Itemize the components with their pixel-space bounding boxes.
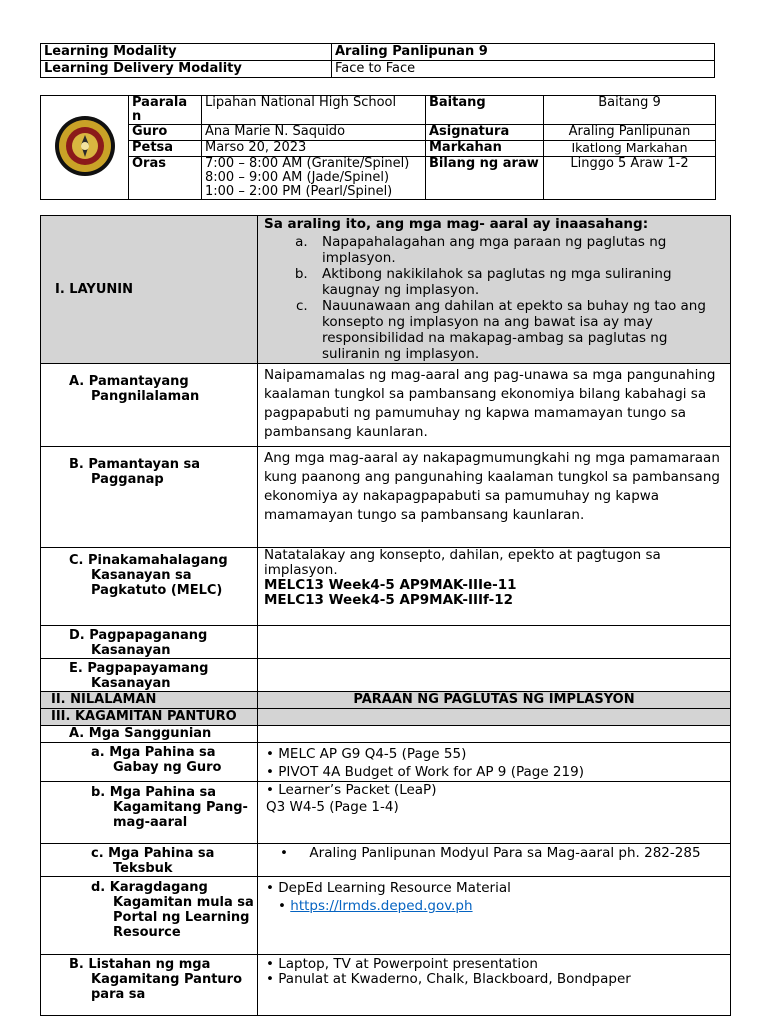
school-label: Paarala n xyxy=(129,96,202,125)
objectives-intro: Sa araling ito, ang mga mag- aaral ay inaasahang: xyxy=(264,216,649,232)
modality-value: Araling Panlipunan 9 xyxy=(332,44,715,61)
list-item: • MELC AP G9 Q4-5 (Page 55) xyxy=(266,746,467,762)
melc-cell xyxy=(258,548,731,626)
days-label: Bilang ng araw xyxy=(426,157,544,200)
learner-materials-label: b. Mga Pahina sa Kagamitang Pang- mag-aaral xyxy=(41,782,258,844)
melc-code: MELC13 Week4-5 AP9MAK-IIIe-11 xyxy=(264,577,517,593)
schedule-item: 1:00 – 2:00 PM (Pearl/Spinel) xyxy=(205,184,393,199)
header-info-table xyxy=(40,95,716,200)
materials-list-cell xyxy=(258,955,731,1016)
materials-list-label: B. Listahan ng mga Kagamitang Panturo para sa xyxy=(41,955,258,1016)
portal-cell xyxy=(258,877,731,955)
modality-label: Learning Modality xyxy=(41,44,332,61)
list-item: • https://lrmds.deped.gov.ph xyxy=(278,898,473,914)
portal-list xyxy=(266,879,722,915)
objective-item: c. Nauunawaan ang dahilan at epekto sa buhay ng tao ang konsepto ng implasyon na ang bawat isa ay may responsibilidad na makapag-ambag sa paglutas ng suliranin ng implasyon. xyxy=(312,298,724,362)
learner-materials-cell xyxy=(258,782,731,844)
learner-materials-sub: Q3 W4-5 (Page 1-4) xyxy=(266,799,399,815)
objectives-list xyxy=(264,234,724,362)
objectives-cell xyxy=(258,216,731,364)
list-item: • Panulat at Kwaderno, Chalk, Blackboard, Bondpaper xyxy=(266,971,631,987)
objective-item: b. Aktibong nakikilahok sa paglutas ng mga suliraning kaugnay ng implasyon. xyxy=(312,266,724,298)
performance-standard-label: B. Pamantayan sa Pagganap xyxy=(41,447,258,548)
teacher-guide-list xyxy=(266,745,722,781)
content-title: PARAAN NG PAGLUTAS NG IMPLASYON xyxy=(258,692,731,709)
quarter-value: Ikatlong Markahan xyxy=(544,141,716,157)
portal-label: d. Karagdagang Kagamitan mula sa Portal ng Learning Resource xyxy=(41,877,258,955)
modality-table xyxy=(40,43,715,78)
lrmds-link[interactable]: https://lrmds.deped.gov.ph xyxy=(290,898,473,914)
delivery-modality-row xyxy=(41,61,715,78)
melc-text: Natatalakay ang konsepto, dahilan, epekto at pagtugon sa implasyon. xyxy=(264,547,661,578)
school-name: Lipahan National High School xyxy=(202,96,426,125)
modality-row xyxy=(41,44,715,61)
references-value xyxy=(258,726,731,743)
teacher-guide-label: a. Mga Pahina sa Gabay ng Guro xyxy=(41,743,258,782)
teacher-guide-cell xyxy=(258,743,731,782)
enabling-skills-value xyxy=(258,626,731,659)
objectives-label: I. LAYUNIN xyxy=(41,216,258,364)
enriching-skills-value xyxy=(258,659,731,692)
date-label: Petsa xyxy=(129,141,202,157)
textbook-label: c. Mga Pahina sa Teksbuk xyxy=(41,844,258,877)
objective-item: a. Napapahalagahan ang mga paraan ng paglutas ng implasyon. xyxy=(312,234,724,266)
textbook-cell xyxy=(258,844,731,877)
days-value: Linggo 5 Araw 1-2 xyxy=(544,157,716,200)
date-value: Marso 20, 2023 xyxy=(202,141,426,157)
list-item: • DepEd Learning Resource Material xyxy=(266,880,511,896)
list-item: • Araling Panlipunan Modyul Para sa Mag-aaral ph. 282-285 xyxy=(280,845,701,861)
content-standard-text: Naipamamalas ng mag-aaral ang pag-unawa sa mga pangunahing kaalaman tungkol sa pambansang ekonomiya bilang kabahagi sa pagpapabuti ng pamumuhay ng kapwa mamamayan tungo sa pambansang kaunlaran. xyxy=(258,364,731,447)
grade-label: Baitang xyxy=(426,96,544,125)
materials-label: III. KAGAMITAN PANTURO xyxy=(41,709,258,726)
teacher-label: Guro xyxy=(129,125,202,141)
materials-list xyxy=(266,957,722,987)
performance-standard-text: Ang mga mag-aaral ay nakapagmumungkahi ng mga pamamaraan kung paanong ang pangunahing kaalaman tungkol sa pambansang ekonomiya ay nakapagpapabuti sa pamumuhay ng kapwa mamamayan tungo sa pambansang kaunlaran. xyxy=(258,447,731,548)
content-standard-label: A. Pamantayang Pangnilalaman xyxy=(41,364,258,447)
melc-label: C. Pinakamahalagang Kasanayan sa Pagkatuto (MELC) xyxy=(41,548,258,626)
content-label: II. NILALAMAN xyxy=(41,692,258,709)
enabling-skills-label: D. Pagpapaganang Kasanayan xyxy=(41,626,258,659)
list-item: • Learner’s Packet (LeaP) xyxy=(266,782,437,798)
list-item: • Laptop, TV at Powerpoint presentation xyxy=(266,956,538,972)
materials-value xyxy=(258,709,731,726)
grade-value: Baitang 9 xyxy=(544,96,716,125)
subject-value: Araling Panlipunan xyxy=(544,125,716,141)
list-item: • PIVOT 4A Budget of Work for AP 9 (Page 219) xyxy=(266,764,584,780)
teacher-name: Ana Marie N. Saquido xyxy=(202,125,426,141)
school-logo xyxy=(41,96,129,200)
lesson-plan-table xyxy=(40,215,731,1016)
delivery-modality-label: Learning Delivery Modality xyxy=(41,61,332,78)
quarter-label: Markahan xyxy=(426,141,544,157)
subject-label: Asignatura xyxy=(426,125,544,141)
melc-code: MELC13 Week4-5 AP9MAK-IIIf-12 xyxy=(264,592,514,608)
school-seal-icon xyxy=(54,115,116,177)
delivery-modality-value: Face to Face xyxy=(332,61,715,78)
schedule-item: 7:00 – 8:00 AM (Granite/Spinel) xyxy=(205,156,410,171)
references-label: A. Mga Sanggunian xyxy=(41,726,258,743)
enriching-skills-label: E. Pagpapayamang Kasanayan xyxy=(41,659,258,692)
time-label: Oras xyxy=(129,157,202,200)
schedule-list xyxy=(202,157,426,200)
schedule-item: 8:00 – 9:00 AM (Jade/Spinel) xyxy=(205,170,390,185)
